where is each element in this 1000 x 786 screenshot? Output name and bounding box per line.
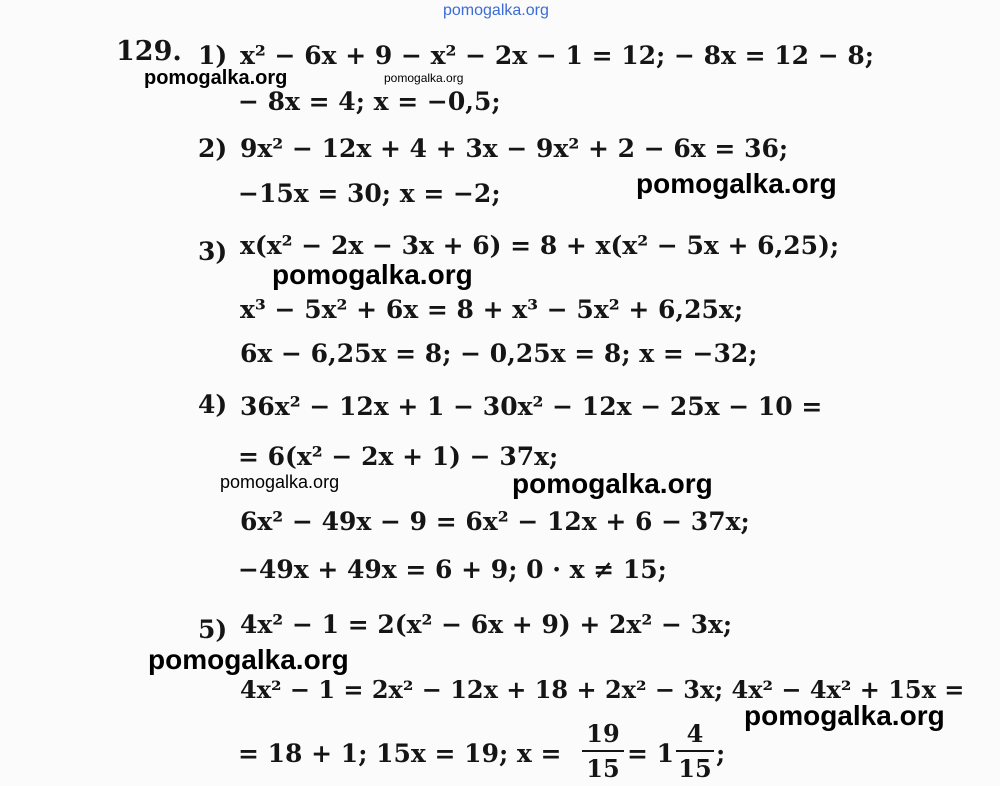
item-1-label: 1)	[198, 41, 228, 70]
fraction-bar	[582, 750, 624, 752]
watermark: pomogalka.org	[744, 700, 945, 731]
mixed-end: ;	[716, 739, 726, 768]
item-2-line-2: −15x = 30; x = −2;	[238, 179, 501, 208]
watermark: pomogalka.org	[148, 644, 349, 675]
item-5-label: 5)	[198, 615, 228, 644]
item-4-line-3: 6x² − 49x − 9 = 6x² − 12x + 6 − 37x;	[240, 507, 750, 536]
mixed-whole: = 1	[627, 739, 675, 768]
item-5-line-1: 4x² − 1 = 2(x² − 6x + 9) + 2x² − 3x;	[240, 610, 733, 639]
item-3-line-2: x³ − 5x² + 6x = 8 + x³ − 5x² + 6,25x;	[240, 295, 744, 324]
item-1-line-2: − 8x = 4; x = −0,5;	[238, 87, 501, 116]
item-5-line-3: = 18 + 1; 15x = 19; x =	[238, 739, 562, 768]
item-4-line-4: −49x + 49x = 6 + 9; 0 · x ≠ 15;	[238, 555, 667, 584]
item-1-line-1: x² − 6x + 9 − x² − 2x − 1 = 12; − 8x = 12 − 8;	[240, 41, 875, 70]
mixed-fraction-bar	[676, 750, 714, 752]
watermark: pomogalka.org	[636, 168, 837, 199]
item-2-label: 2)	[198, 134, 228, 163]
item-4-label: 4)	[198, 390, 228, 419]
item-2-line-1: 9x² − 12x + 4 + 3x − 9x² + 2 − 6x = 36;	[240, 134, 789, 163]
watermark: pomogalka.org	[384, 71, 464, 85]
watermark: pomogalka.org	[272, 259, 473, 290]
item-4-line-2: = 6(x² − 2x + 1) − 37x;	[238, 442, 559, 471]
mixed-denominator: 15	[678, 754, 712, 783]
item-3-line-1: x(x² − 2x − 3x + 6) = 8 + x(x² − 5x + 6,25);	[240, 231, 840, 260]
item-5-line-2: 4x² − 1 = 2x² − 12x + 18 + 2x² − 3x; 4x² − 4x² + 15x =	[240, 675, 965, 704]
watermark: pomogalka.org	[144, 67, 288, 89]
top-watermark: pomogalka.org	[443, 2, 549, 19]
fraction-numerator: 19	[586, 719, 620, 748]
item-3-label: 3)	[198, 237, 228, 266]
watermark: pomogalka.org	[220, 472, 340, 492]
mixed-numerator: 4	[686, 719, 704, 748]
item-3-line-3: 6x − 6,25x = 8; − 0,25x = 8; x = −32;	[240, 339, 758, 368]
watermark: pomogalka.org	[512, 468, 713, 499]
problem-number: 129.	[116, 36, 182, 67]
fraction-denominator: 15	[586, 754, 620, 783]
item-4-line-1: 36x² − 12x + 1 − 30x² − 12x − 25x − 10 =	[240, 392, 823, 421]
